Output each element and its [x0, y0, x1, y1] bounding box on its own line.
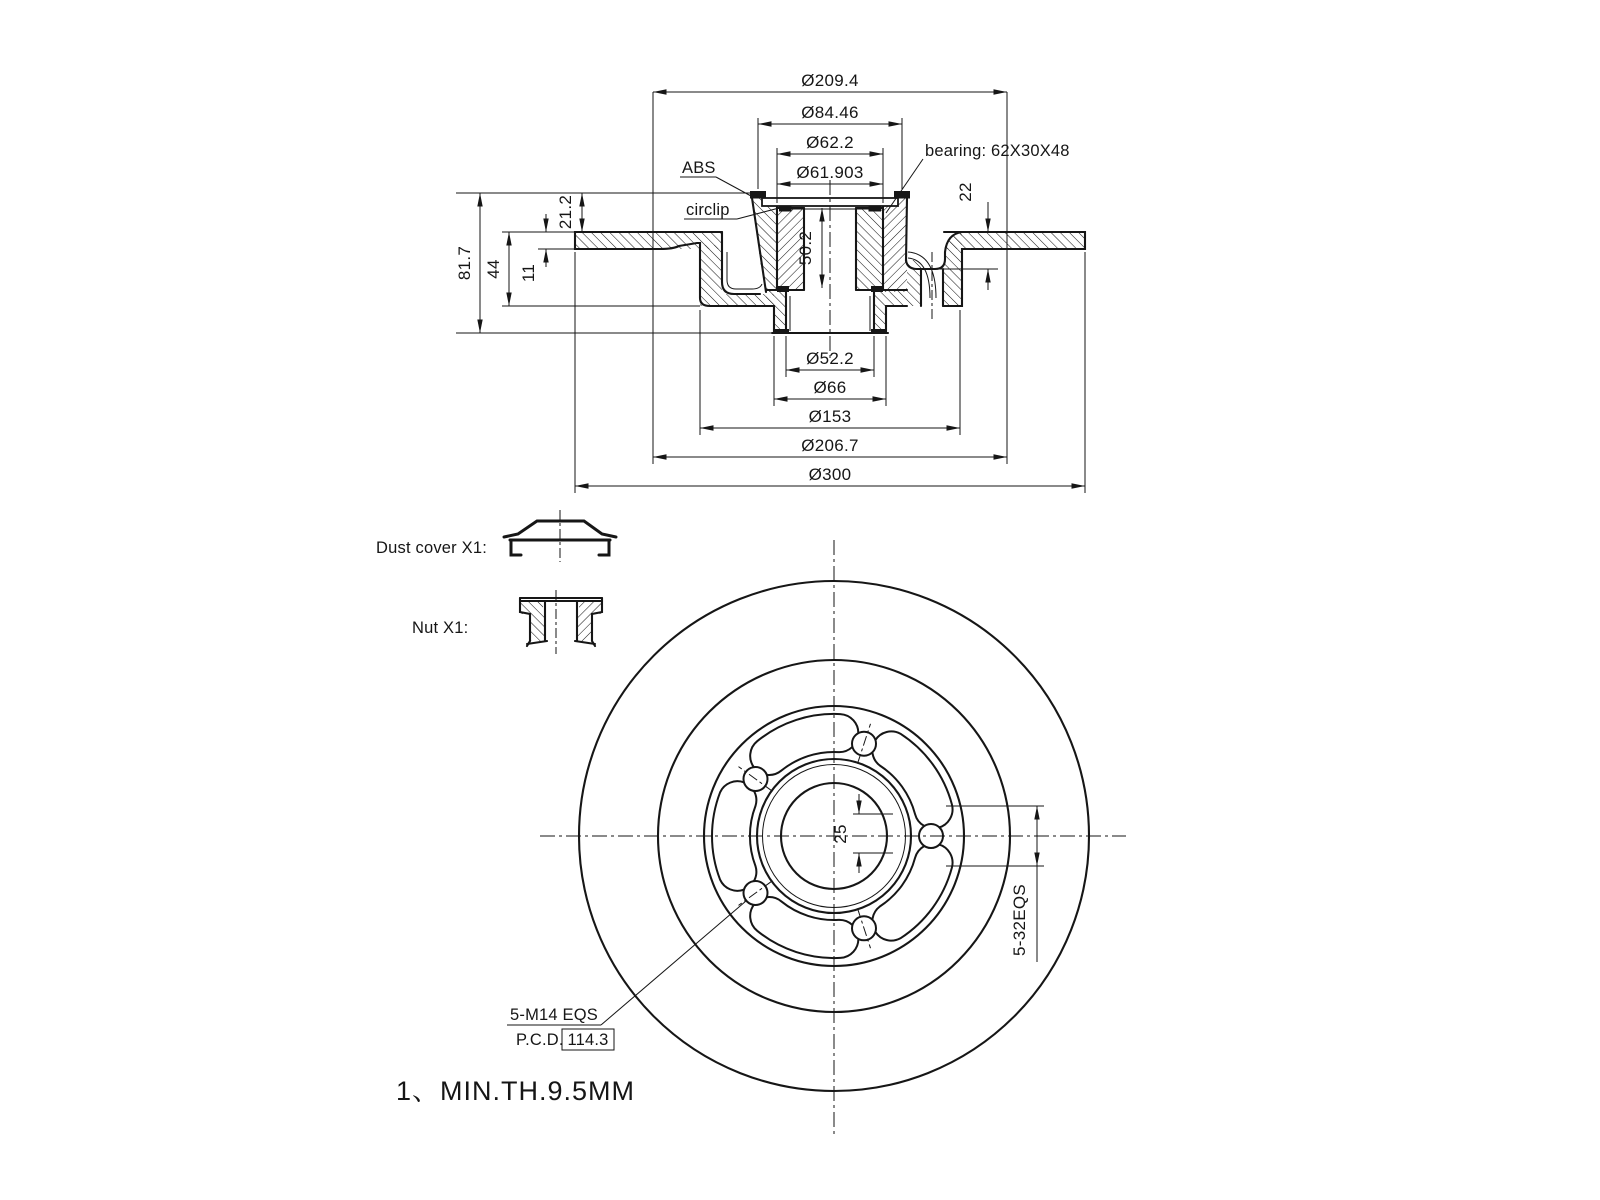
- dim-step: 22: [956, 182, 975, 202]
- abs-label: ABS: [682, 159, 716, 177]
- bolt-pattern-label: 5-M14 EQS: [510, 1006, 598, 1024]
- pcd-value: 114.3: [567, 1031, 609, 1049]
- dim-inner-face: Ø206.7: [801, 436, 859, 455]
- circlip-label: circlip: [686, 201, 730, 219]
- dim-total-height: 81.7: [455, 245, 474, 281]
- nut-label: Nut X1:: [412, 619, 469, 637]
- bearing-label: bearing: 62X30X48: [925, 142, 1070, 160]
- dim-pockets: 5-32EQS: [1010, 883, 1029, 957]
- dim-hub-flange: Ø84.46: [801, 103, 859, 122]
- dim-bearing-depth: 50.2: [796, 230, 815, 266]
- dim-housing-bore-fit: Ø61.903: [796, 163, 864, 182]
- footnote-text: 1、MIN.TH.9.5MM: [396, 1076, 636, 1106]
- dim-outer-top: Ø209.4: [801, 71, 859, 90]
- dim-flange-height: 44: [484, 259, 503, 279]
- dim-hub-protrusion: 21.2: [556, 194, 575, 230]
- dim-plate-thickness: 11: [519, 263, 538, 283]
- dim-housing-bore: Ø62.2: [806, 133, 854, 152]
- pcd-label: P.C.D.: [516, 1031, 564, 1049]
- dim-flange: Ø153: [808, 407, 852, 426]
- dim-outer-diameter: Ø300: [808, 465, 852, 484]
- dim-cylinder: Ø66: [813, 378, 847, 397]
- dust-cover-label: Dust cover X1:: [376, 539, 488, 557]
- dim-hub-bore: 25: [831, 824, 850, 844]
- dim-bore-lower: Ø52.2: [806, 349, 854, 368]
